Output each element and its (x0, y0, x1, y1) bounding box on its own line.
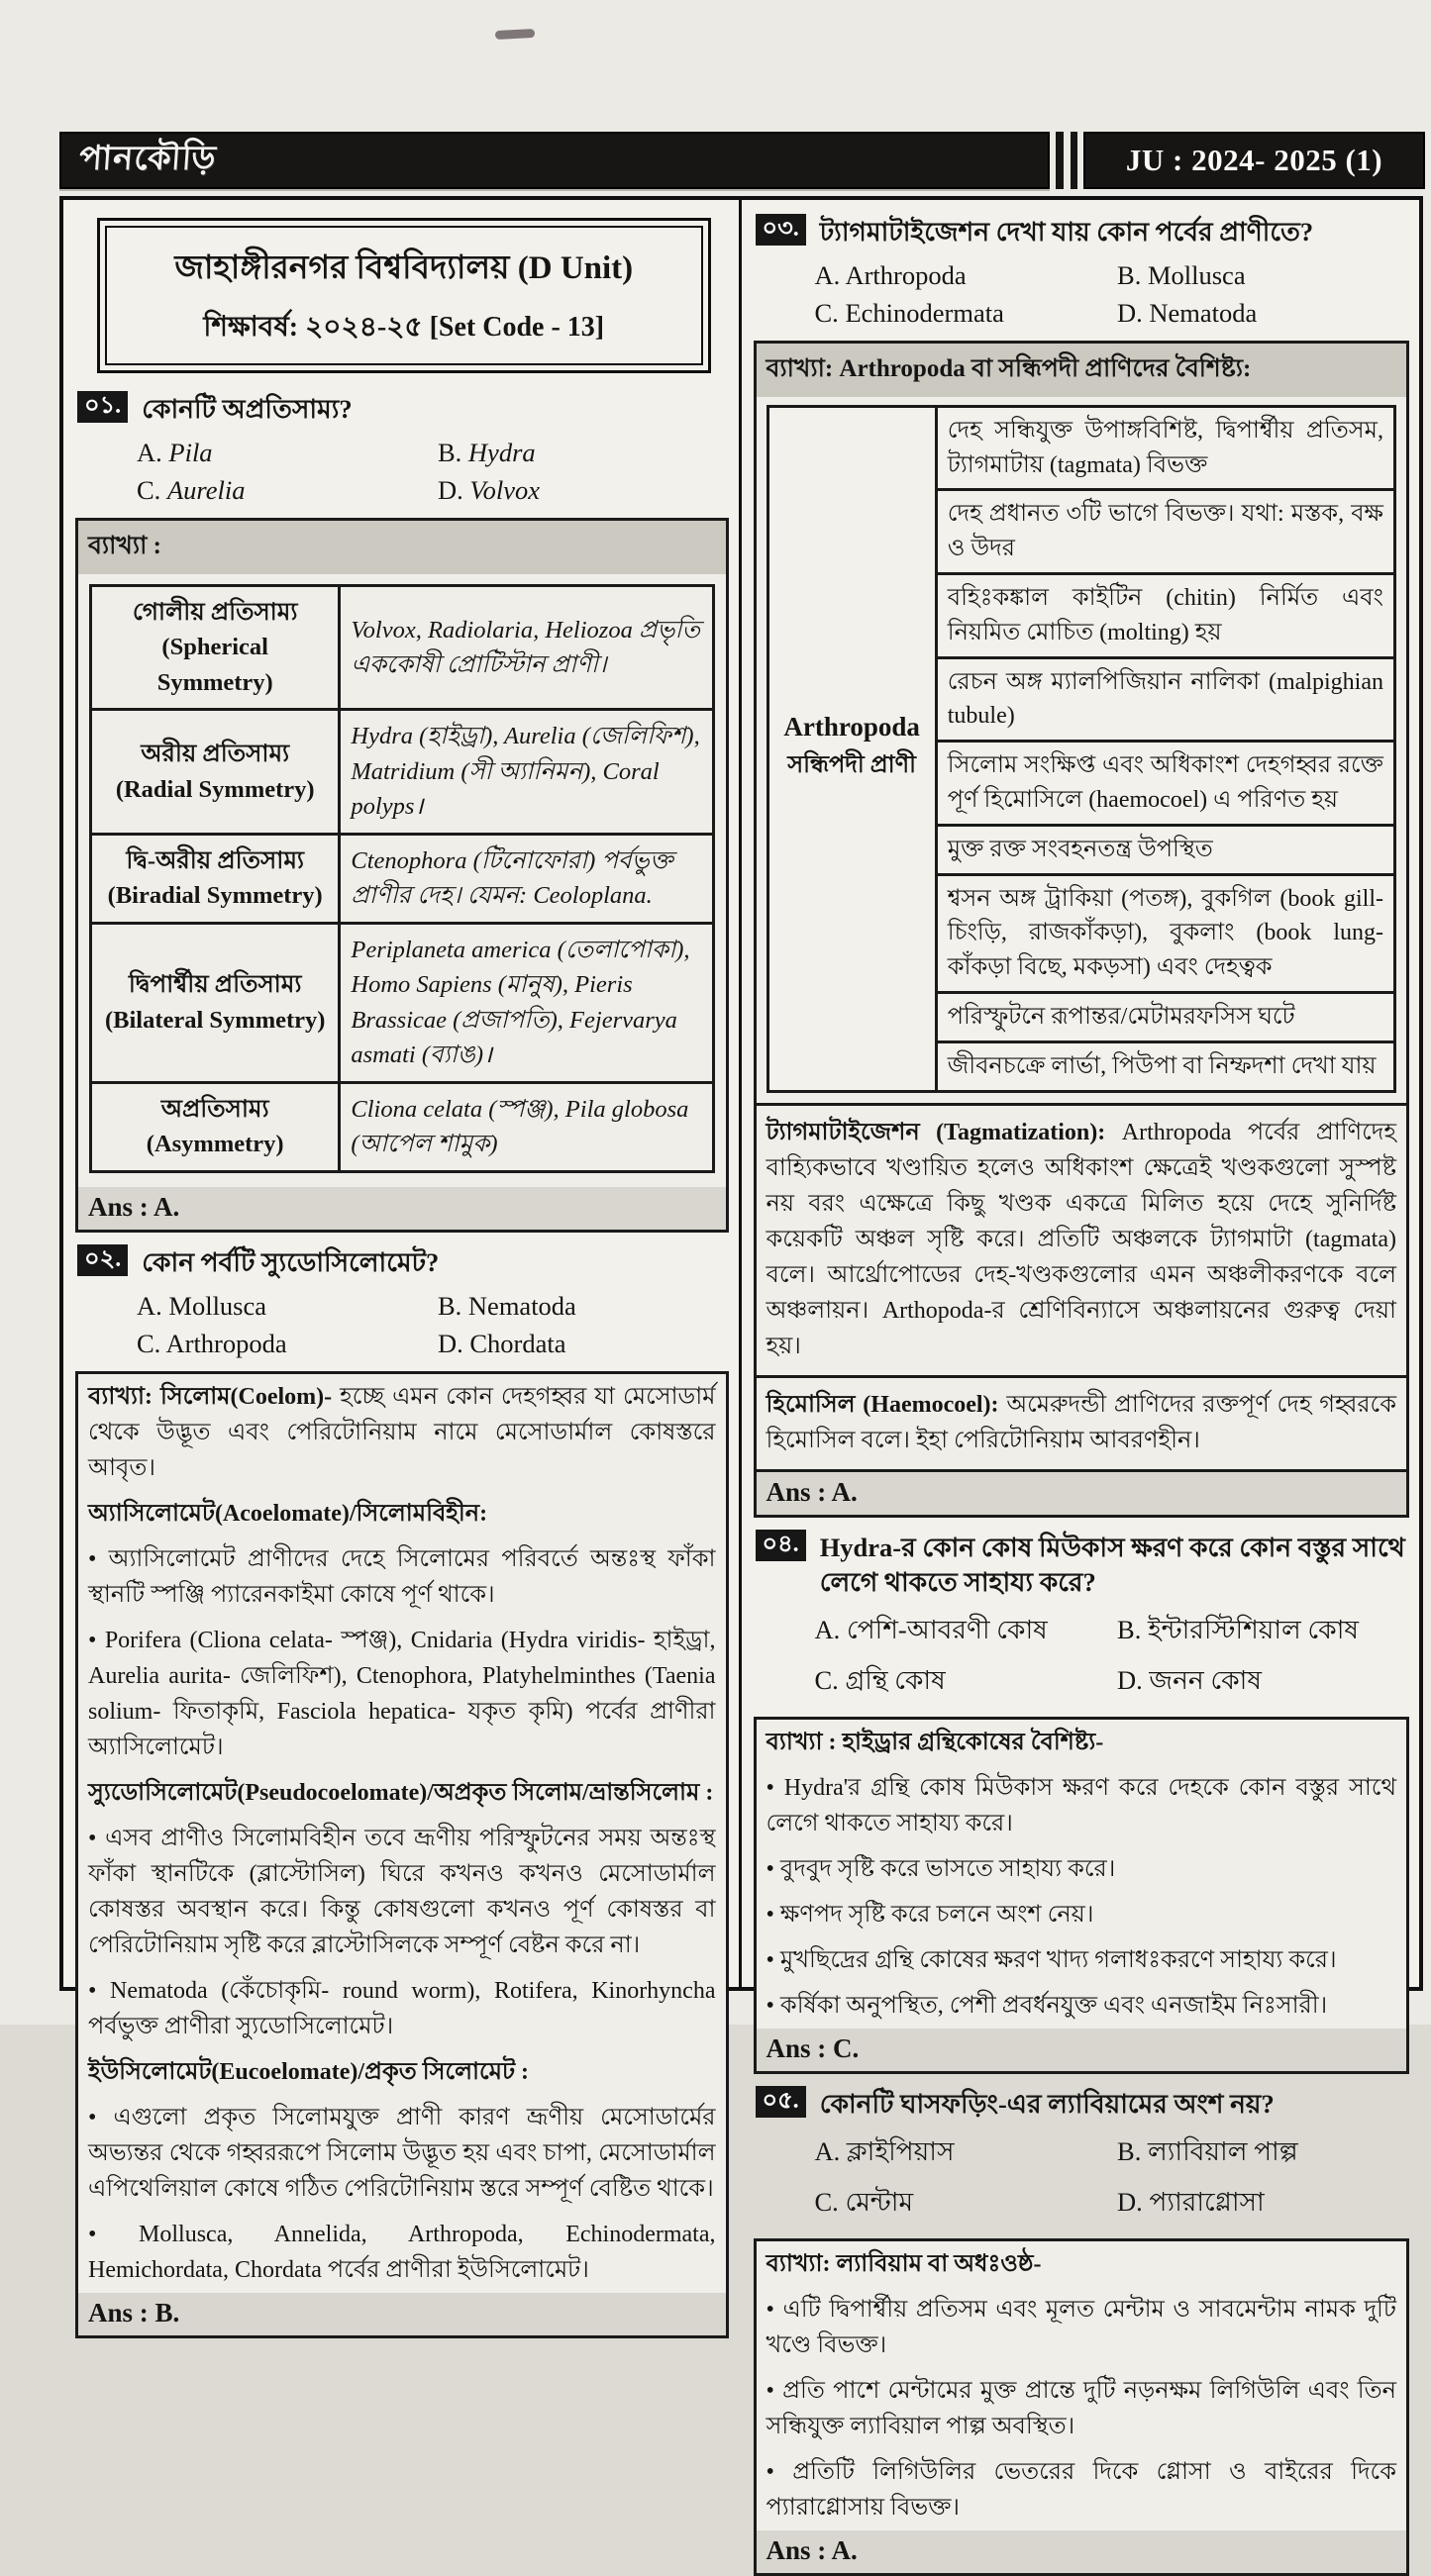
table-row (91, 585, 714, 710)
feature-item: রেচন অঙ্গ ম্যালপিজিয়ান নালিকা (malpighian tubule) (938, 659, 1393, 743)
gland-cell-points (757, 1765, 1407, 2029)
option-a: A. পেশি-আবরণী কোষ (814, 1615, 1048, 1645)
exam-title-box (97, 218, 711, 373)
labium-heading: ব্যাখ্যা: ল্যাবিয়াম বা অধঃওষ্ঠ- (766, 2250, 1042, 2277)
question-2 (77, 1244, 727, 1281)
symmetry-term-bn: দ্বিপার্শ্বীয় প্রতিসাম্য (128, 971, 302, 999)
question-1-text: কোনটি অপ্রতিসাম্য? (142, 394, 353, 424)
arthropoda-label-cell (769, 408, 938, 1090)
explanation-5-box (754, 2238, 1410, 2576)
option-c: C. Arthropoda (137, 1328, 287, 1358)
arthropoda-feature-table (767, 405, 1397, 1093)
phylum-name: Arthropoda (783, 711, 920, 742)
eucoelomate-examples: • Mollusca, Annelida, Arthropoda, Echinodermata, Hemichordata, Chordata পর্বের প্রাণীরা ইউসিলোমেট। (88, 2221, 716, 2283)
gland-cell-point: • ক্ষণপদ সৃষ্টি করে চলনে অংশ নেয়। (766, 1902, 1094, 1929)
option-a: A. Mollusca (137, 1290, 267, 1321)
labium-point: • এটি দ্বিপার্শ্বীয় প্রতিসম এবং মূলত মেন্টাম ও সাবমেন্টাম নামক দুটি খণ্ডে বিভক্ত। (766, 2296, 1396, 2358)
labium-point: • প্রতিটি লিগিউলির ভেতরের দিকে গ্লোসা ও বাইরের দিকে প্যারাগ্লোসায় বিভক্ত। (766, 2458, 1396, 2521)
arthropoda-features-heading: ব্যাখ্যা: Arthropoda বা সন্ধিপদী প্রাণিদের বৈশিষ্ট্য: (757, 344, 1407, 397)
option-b: B. ল্যাবিয়াল পাল্প (1117, 2135, 1298, 2166)
eucoelomate-heading: ইউসিলোমেট(Eucoelomate)/প্রকৃত সিলোমেট : (88, 2058, 530, 2085)
option-b: B. Mollusca (1117, 259, 1246, 290)
labium-points (757, 2287, 1407, 2530)
content-frame (59, 196, 1423, 2565)
option-d: D. জনন কোষ (1117, 1665, 1262, 1696)
question-3 (756, 214, 1408, 250)
gland-cell-point: • কর্ষিকা অনুপস্থিত, পেশী প্রবর্ধনযুক্ত এবং এনজাইম নিঃসারী। (766, 1993, 1328, 2020)
table-row (91, 710, 714, 835)
table-row (91, 923, 714, 1082)
symmetry-term-bn: অপ্রতিসাম্য (160, 1095, 269, 1123)
option-b: B. Hydra (437, 437, 536, 467)
pseudocoelomate-point: • এসব প্রাণীও সিলোমবিহীন তবে ভ্রূণীয় পরিস্ফুটনের সময় অন্তঃস্থ ফাঁকা স্থানটিকে (ব্লাস্টোসিল) ঘিরে কখনও কখনও মেসোডার্মাল কোষস্তর অবস্থান করে। কিন্তু কোষগুলো কখনও পূর্ণ কোষস্তর বা পেরিটোনিয়াম সৃষ্টি করে ব্লাস্টোসিলকে সম্পূর্ণ বেষ্টন করে না। (88, 1825, 716, 1958)
question-1 (77, 391, 727, 428)
feature-item: মুক্ত রক্ত সংবহনতন্ত্র উপস্থিত (938, 827, 1393, 876)
feature-item: পরিস্ফুটনে রূপান্তর/মেটামরফসিস ঘটে (938, 994, 1393, 1043)
question-3-number: ০৩. (756, 214, 806, 246)
symmetry-term-en: (Radial Symmetry) (115, 775, 315, 803)
tagmatization-term: ট্যাগমাটাইজেশন (Tagmatization): (766, 1119, 1106, 1145)
feature-item: দেহ প্রধানত ৩টি ভাগে বিভক্ত। যথা: মস্তক, বক্ষ ও উদর (938, 491, 1393, 575)
explanation-1-label: ব্যাখ্যা : (78, 521, 726, 574)
gland-cell-heading: ব্যাখ্যা : হাইড্রার গ্রন্থিকোষের বৈশিষ্ট্য- (766, 1730, 1104, 1756)
haemocoel-section (757, 1375, 1407, 1469)
table-row (91, 1082, 714, 1171)
option-c: C. মেন্টাম (814, 2186, 914, 2217)
feature-item: সিলোম সংক্ষিপ্ত এবং অধিকাংশ দেহগহ্বর রক্তে পূর্ণ হিমোসিলে (haemocoel) এ পরিণত হয় (938, 743, 1393, 827)
scan-smudge (495, 29, 535, 40)
option-d: D. Chordata (437, 1328, 566, 1358)
question-5-number: ০৫. (756, 2086, 806, 2118)
feature-item: শ্বসন অঙ্গ ট্রাকিয়া (পতঙ্গ), বুকগিল (book gill- চিংড়ি, রাজকাঁকড়া), বুকলাং (book lung- কাঁকড়া বিছে, মকড়সা) এবং দেহত্বক (938, 876, 1393, 994)
question-4-number: ০৪. (756, 1530, 806, 1561)
feature-list (938, 408, 1393, 1090)
option-c: C. Aurelia (137, 474, 246, 505)
option-a: A. ক্লাইপিয়াস (814, 2135, 955, 2166)
symmetry-examples: Periplaneta america (তেলাপোকা), Homo Sapiens (মানুষ), Pieris Brassicae (প্রজাপতি), Fejervarya asmati (ব্যাঙ)। (340, 923, 713, 1082)
publisher-logo: পানকৌড়ি (77, 139, 218, 177)
edition-label: JU : 2024- 2025 (1) (1125, 143, 1383, 177)
symmetry-term-bn: অরীয় প্রতিসাম্য (141, 741, 290, 768)
gland-cell-point: • মুখছিদ্রের গ্রন্থি কোষের ক্ষরণ খাদ্য গলাধঃকরণে সাহায্য করে। (766, 1947, 1337, 1974)
symmetry-table (89, 584, 715, 1173)
labium-point: • প্রতি পাশে মেন্টামের মুক্ত প্রান্তে দুটি নড়নক্ষম লিগিউলি এবং তিন সন্ধিযুক্ত ল্যাবিয়াল পাল্প অবস্থিত। (766, 2377, 1396, 2439)
acoelomate-examples: • Porifera (Cliona celata- স্পঞ্জ), Cnidaria (Hydra viridis- হাইড্রা, Aurelia aurita- জেলিফিশ), Ctenophora, Platyhelminthes (Taenia solium- ফিতাকৃমি, Fasciola hepatica- যকৃত কৃমি) পর্বের প্রাণীরা অ্যাসিলোমেট। (88, 1627, 716, 1760)
question-4-options (754, 1605, 1410, 1717)
symmetry-term-en: (Bilateral Symmetry) (104, 1006, 326, 1034)
tagmatization-section (757, 1103, 1407, 1375)
feature-item: দেহ সন্ধিযুক্ত উপাঙ্গবিশিষ্ট, দ্বিপার্শ্বীয় প্রতিসম, ট্যাগমাটায় (tagmata) বিভক্ত (938, 408, 1393, 492)
question-4-text: Hydra-র কোন কোষ মিউকাস ক্ষরণ করে কোন বস্তুর সাথে লেগে থাকতে সাহায্য করে? (819, 1532, 1405, 1598)
explanation-2-box (75, 1371, 729, 2338)
symmetry-examples: Cliona celata (স্পঞ্জ), Pila globosa (আপেল শামুক) (340, 1082, 713, 1171)
feature-item: জীবনচক্রে লার্ভা, পিউপা বা নিম্ফদশা দেখা যায় (947, 1052, 1377, 1079)
haemocoel-definition: অমেরুদন্ডী প্রাণিদের রক্তপূর্ণ দেহ গহ্বরকে হিমোসিল বলে। ইহা পেরিটোনিয়াম আবরণহীন। (766, 1391, 1396, 1453)
symmetry-term-en: (Biradial Symmetry) (107, 882, 323, 910)
question-1-options (75, 432, 729, 518)
acoelomate-heading: অ্যাসিলোমেট(Acoelomate)/সিলোমবিহীন: (88, 1500, 488, 1527)
question-2-text: কোন পর্বটি স্যুডোসিলোমেট? (142, 1246, 440, 1277)
feature-item: বহিঃকঙ্কাল কাইটিন (chitin) নির্মিত এবং নিয়মিত মোচিত (molting) হয় (938, 575, 1393, 659)
coelom-definition: ব্যাখ্যা: সিলোম(Coelom)- হচ্ছে এমন কোন দেহগহ্বর যা মেসোডার্ম থেকে উদ্ভূত এবং পেরিটোনিয়াম নামে মেসোডার্মাল কোষস্তরে আবৃত। (88, 1383, 716, 1481)
question-3-text: ট্যাগমাটাইজেশন দেখা যায় কোন পর্বের প্রাণীতে? (819, 217, 1314, 247)
masthead-divider (1050, 132, 1083, 189)
phylum-name-bn: সন্ধিপদী প্রাণী (787, 751, 916, 778)
question-5-text: কোনটি ঘাসফড়িং-এর ল্যাবিয়ামের অংশ নয়? (819, 2089, 1275, 2120)
exam-title: জাহাঙ্গীরনগর বিশ্ববিদ্যালয় (D Unit) (174, 250, 634, 286)
symmetry-examples: Ctenophora (টিনোফোরা) পর্বভুক্ত প্রাণীর দেহ। যেমন: Ceoloplana. (340, 834, 713, 923)
right-column (742, 200, 1420, 2565)
masthead (59, 132, 1425, 189)
gland-cell-point: • বুদবুদ সৃষ্টি করে ভাসতে সাহায্য করে। (766, 1856, 1116, 1883)
answer-1: Ans : A. (78, 1187, 726, 1230)
question-1-number: ০১. (77, 391, 128, 423)
question-2-options (75, 1285, 729, 1371)
option-d: D. Volvox (437, 474, 541, 505)
acoelomate-point: • অ্যাসিলোমেট প্রাণীদের দেহে সিলোমের পরিবর্তে অন্তঃস্থ ফাঁকা স্থানটি স্পঞ্জি প্যারেনকাইমা কোষে পূর্ণ থাকে। (88, 1545, 716, 1608)
answer-2: Ans : B. (78, 2293, 726, 2335)
answer-3: Ans : A. (757, 1469, 1407, 1515)
explanation-4-box (754, 1717, 1410, 2074)
pseudocoelomate-examples: • Nematoda (কেঁচোকৃমি- round worm), Rotifera, Kinorhyncha পর্বভুক্ত প্রাণীরা স্যুডোসিলোমেট। (88, 1977, 716, 2039)
option-c: C. গ্রন্থি কোষ (814, 1665, 946, 1696)
option-b: B. ইন্টারস্টিশিয়াল কোষ (1117, 1615, 1359, 1645)
symmetry-term-bn: দ্বি-অরীয় প্রতিসাম্য (126, 846, 305, 874)
option-a: A. Pila (137, 437, 213, 467)
pseudocoelomate-heading: স্যুডোসিলোমেট(Pseudocoelomate)/অপ্রকৃত সিলোম/ভ্রান্তসিলোম : (88, 1779, 714, 1806)
explanation-3-box (754, 341, 1410, 1518)
haemocoel-term: হিমোসিল (Haemocoel): (766, 1391, 999, 1418)
symmetry-term-en: (Spherical Symmetry) (156, 634, 273, 696)
tagmatization-definition: Arthropoda পর্বের প্রাণিদেহ বাহ্যিকভাবে খণ্ডায়িত হলেও অধিকাংশ ক্ষেত্রেই খণ্ডকগুলো সুস্পষ্ট নয় বরং এক্ষেত্রে কিছু খণ্ডক একত্রে মিলিত হয়ে দেহে সুনির্দিষ্ট কয়েকটি অঞ্চল সৃষ্টি করে। প্রতিটি অঞ্চলকে ট্যাগমাটা (tagmata) বলে। আর্থ্রোপোডের দেহ-খণ্ডকগুলোর এমন অঞ্চলীকরণকে বলে অঞ্চলায়ন। Arthopoda-র শ্রেণিবিন্যাসে অঞ্চলায়নের গুরুত্ব দেয়া হয়। (766, 1119, 1396, 1359)
publisher-logo-bar (59, 132, 1050, 189)
left-column (63, 200, 742, 2328)
option-d: D. প্যারাগ্লোসা (1117, 2186, 1265, 2217)
question-5 (756, 2086, 1408, 2123)
question-5-options (754, 2127, 1410, 2238)
symmetry-examples: Hydra (হাইড্রা), Aurelia (জেলিফিশ), Matridium (সী অ্যানিমন), Coral polyps। (340, 710, 713, 835)
symmetry-examples: Volvox, Radiolaria, Heliozoa প্রভৃতি এককোষী প্রোটিস্টান প্রাণী। (340, 585, 713, 710)
option-d: D. Nematoda (1117, 297, 1258, 328)
question-2-number: ০২. (77, 1244, 128, 1276)
question-4 (756, 1530, 1408, 1602)
option-a: A. Arthropoda (814, 259, 967, 290)
answer-5: Ans : A. (757, 2530, 1407, 2573)
edition-box (1083, 132, 1425, 189)
symmetry-term-en: (Asymmetry) (146, 1131, 284, 1158)
option-c: C. Echinodermata (814, 297, 1004, 328)
explanation-1-box (75, 518, 729, 1233)
answer-4: Ans : C. (757, 2029, 1407, 2071)
table-row (91, 834, 714, 923)
eucoelomate-point: • এগুলো প্রকৃত সিলোমযুক্ত প্রাণী কারণ ভ্রূণীয় মেসোডার্মের অভ্যন্তর থেকে গহ্বররূপে সিলোম উদ্ভূত হয় এবং চাপা, মেসোডার্মাল এপিথেলিয়াল কোষে গঠিত পেরিটোনিয়াম স্তরে সম্পূর্ণ বেষ্টিত থাকে। (88, 2104, 716, 2202)
gland-cell-point: • Hydra'র গ্রন্থি কোষ মিউকাস ক্ষরণ করে দেহকে কোন বস্তুর সাথে লেগে থাকতে সাহায্য করে। (766, 1775, 1396, 1837)
option-b: B. Nematoda (437, 1290, 576, 1321)
exam-session: শিক্ষাবর্ষ: ২০২৪-২৫ [Set Code - 13] (203, 312, 605, 343)
question-3-options (754, 254, 1410, 341)
symmetry-term-bn: গোলীয় প্রতিসাম্য (132, 598, 298, 626)
